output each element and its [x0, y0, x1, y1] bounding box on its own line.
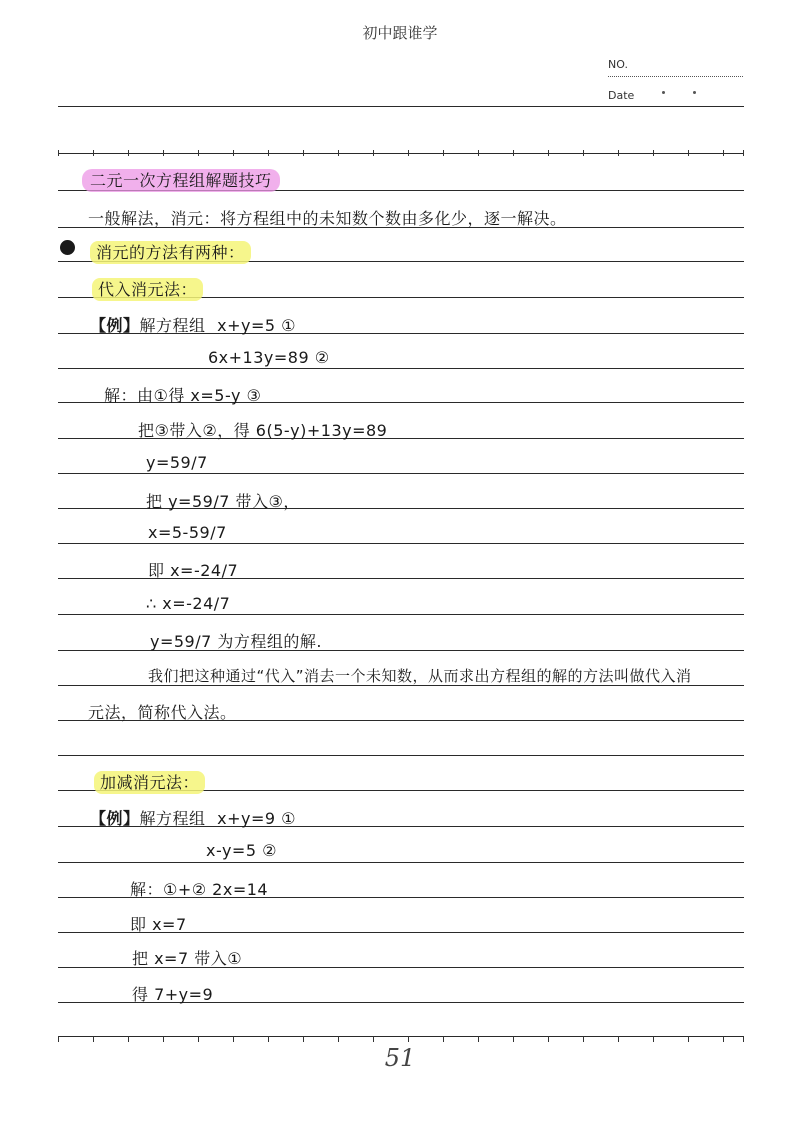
step-line: 得 7+y=9 — [132, 985, 214, 1004]
notebook-no-dotted-line — [608, 76, 743, 77]
example-prefix: 解方程组 — [139, 316, 206, 335]
ruled-line — [58, 473, 744, 474]
summary-line-2: 元法，简称代入法。 — [88, 703, 237, 722]
bullet-heading — [90, 240, 251, 263]
step-line: ∴ x=-24/7 — [146, 594, 231, 613]
ruled-line — [58, 543, 744, 544]
ruler-ticks-top — [58, 150, 744, 158]
intro-text: 一般解法，消元：将方程组中的未知数个数由多化少，逐一解决。 — [88, 209, 567, 228]
step-line: 即 x=7 — [130, 915, 187, 934]
elimination-heading — [94, 770, 205, 793]
equation-2: 6x+13y=89 ② — [208, 348, 330, 367]
ruled-line — [58, 614, 744, 615]
elimination-example — [90, 806, 296, 829]
equation-2: x-y=5 ② — [206, 841, 277, 860]
example-label: 【例】 — [90, 809, 140, 828]
step-line: 把 y=59/7 带入③， — [146, 492, 300, 511]
step-line: 即 x=-24/7 — [148, 561, 239, 580]
example-prefix: 解方程组 — [139, 809, 206, 828]
date-separator-dot — [662, 91, 665, 94]
step-line: 把③带入②，得 6(5-y)+13y=89 — [138, 421, 388, 440]
notes-title — [82, 168, 280, 191]
ruled-line — [58, 368, 744, 369]
step-line: y=59/7 为方程组的解. — [150, 632, 322, 651]
bullet-heading-text: 消元的方法有两种： — [90, 241, 251, 264]
equation-1: x+y=9 ① — [217, 809, 296, 828]
ruled-line — [58, 106, 744, 107]
step-line: x=5-59/7 — [148, 523, 227, 542]
ruled-line — [58, 862, 744, 863]
bullet-dot-icon — [60, 240, 75, 255]
notes-title-text: 二元一次方程组解题技巧 — [82, 169, 280, 192]
step-line: 把 x=7 带入① — [132, 949, 243, 968]
notebook-date-label: Date — [608, 89, 635, 102]
substitution-example — [90, 313, 296, 336]
step-line: 解：①+② 2x=14 — [130, 880, 269, 899]
example-label: 【例】 — [90, 316, 140, 335]
summary-line-1: 我们把这种通过“代入”消去一个未知数，从而求出方程组的解的方法叫做代入消 — [148, 667, 692, 685]
page-header-title: 初中跟谁学 — [362, 24, 438, 42]
substitution-heading-text: 代入消元法： — [92, 278, 203, 301]
date-separator-dot — [693, 91, 696, 94]
notebook-no-label: NO. — [608, 58, 628, 71]
ruled-line — [58, 755, 744, 756]
step-line: 解：由①得 x=5-y ③ — [104, 386, 262, 405]
step-line: y=59/7 — [146, 453, 208, 472]
equation-1: x+y=5 ① — [217, 316, 296, 335]
page-number: 51 — [384, 1044, 416, 1072]
elimination-heading-text: 加减消元法： — [94, 771, 205, 794]
substitution-heading — [92, 277, 203, 300]
ruler-ticks-bottom — [58, 1036, 744, 1044]
